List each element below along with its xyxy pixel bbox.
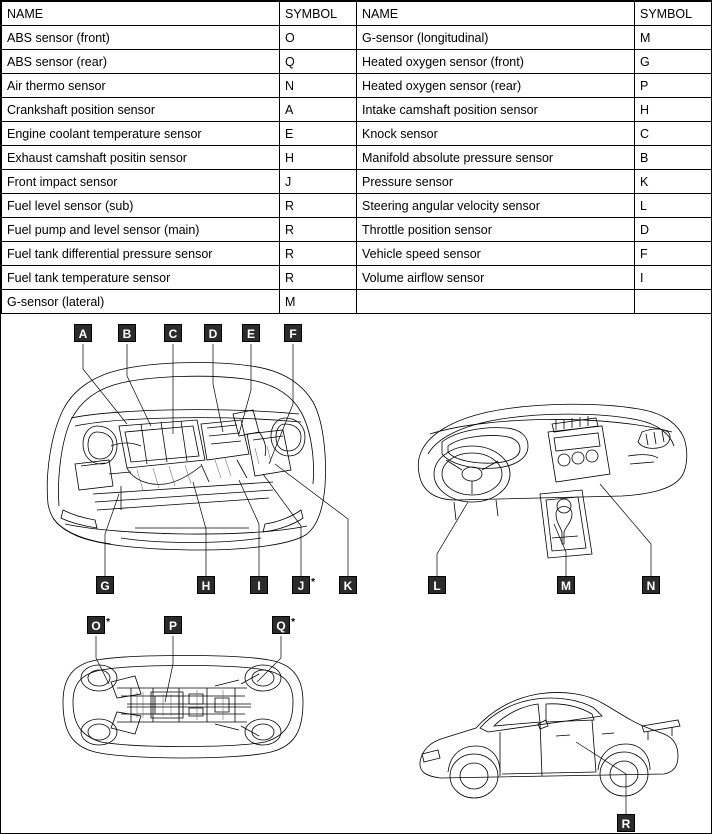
cell-symbol-right: H [635, 98, 712, 122]
table-row [2, 194, 712, 218]
cell-symbol-right: I [635, 266, 712, 290]
column-header-symbol-left: SYMBOL [280, 2, 357, 26]
table-row [2, 218, 712, 242]
cell-symbol-left: Q [280, 50, 357, 74]
table-row [2, 50, 712, 74]
cell-symbol-left: N [280, 74, 357, 98]
callout-tag-r: R [617, 814, 635, 832]
callout-tag-f: F [284, 324, 302, 342]
callout-tag-g: G [96, 576, 114, 594]
cell-name-right: Throttle position sensor [357, 218, 635, 242]
callout-tag-q: Q * [272, 616, 290, 634]
callout-tag-i: I [250, 576, 268, 594]
engine-compartment-diagram [1, 314, 361, 604]
cell-name-left: Engine coolant temperature sensor [2, 122, 280, 146]
cell-symbol-right: P [635, 74, 712, 98]
cell-name-right: G-sensor (longitudinal) [357, 26, 635, 50]
cell-symbol-right: K [635, 170, 712, 194]
cell-symbol-left: O [280, 26, 357, 50]
cell-name-left: Fuel pump and level sensor (main) [2, 218, 280, 242]
cell-name-left: Fuel level sensor (sub) [2, 194, 280, 218]
table-row [2, 74, 712, 98]
cell-name-right: Volume airflow sensor [357, 266, 635, 290]
table-row [2, 122, 712, 146]
cell-symbol-left: H [280, 146, 357, 170]
cell-name-left: Front impact sensor [2, 170, 280, 194]
callout-tag-n: N [642, 576, 660, 594]
cell-name-left: G-sensor (lateral) [2, 290, 280, 314]
cell-name-right: Vehicle speed sensor [357, 242, 635, 266]
column-header-symbol-right: SYMBOL [635, 2, 712, 26]
cell-symbol-right: F [635, 242, 712, 266]
cell-symbol-left: R [280, 242, 357, 266]
callout-tag-j: J * [292, 576, 310, 594]
cell-name-left: Crankshaft position sensor [2, 98, 280, 122]
column-header-name-right: NAME [357, 2, 635, 26]
instrument-panel-diagram [396, 354, 696, 604]
callout-tag-a: A [74, 324, 92, 342]
table-row [2, 146, 712, 170]
table-header-row [2, 2, 712, 26]
cell-name-right: Pressure sensor [357, 170, 635, 194]
cell-symbol-left: J [280, 170, 357, 194]
callout-tag-p: P [164, 616, 182, 634]
cell-name-right: Knock sensor [357, 122, 635, 146]
cell-symbol-right: L [635, 194, 712, 218]
callout-tag-h: H [197, 576, 215, 594]
cell-symbol-right: G [635, 50, 712, 74]
cell-name-left: ABS sensor (front) [2, 26, 280, 50]
vehicle-side-view-diagram [396, 654, 696, 834]
callout-tag-d: D [204, 324, 222, 342]
cell-symbol-right: C [635, 122, 712, 146]
asterisk-marker: * [311, 577, 315, 588]
cell-name-left: ABS sensor (rear) [2, 50, 280, 74]
cell-symbol-left: E [280, 122, 357, 146]
table-row [2, 290, 712, 314]
cell-symbol-right: B [635, 146, 712, 170]
cell-symbol-left: R [280, 218, 357, 242]
cell-symbol-right: M [635, 26, 712, 50]
cell-symbol-left: A [280, 98, 357, 122]
callout-tag-e: E [242, 324, 260, 342]
callout-tag-l: L [428, 576, 446, 594]
cell-name-right: Heated oxygen sensor (front) [357, 50, 635, 74]
table-row [2, 266, 712, 290]
cell-name-left: Fuel tank temperature sensor [2, 266, 280, 290]
asterisk-marker: * [106, 617, 110, 628]
cell-name-right: Steering angular velocity sensor [357, 194, 635, 218]
table-row [2, 170, 712, 194]
figure-area [1, 314, 711, 834]
underbody-diagram [1, 606, 361, 834]
cell-name-right [357, 290, 635, 314]
cell-name-right: Manifold absolute pressure sensor [357, 146, 635, 170]
callout-tag-b: B [118, 324, 136, 342]
callout-tag-m: M [557, 576, 575, 594]
cell-symbol-right: D [635, 218, 712, 242]
sensor-symbol-table [1, 1, 712, 314]
cell-symbol-right [635, 290, 712, 314]
cell-symbol-left: M [280, 290, 357, 314]
cell-name-left: Fuel tank differential pressure sensor [2, 242, 280, 266]
table-row [2, 242, 712, 266]
callout-tag-k: K [339, 576, 357, 594]
column-header-name-left: NAME [2, 2, 280, 26]
cell-symbol-left: R [280, 266, 357, 290]
cell-name-right: Intake camshaft position sensor [357, 98, 635, 122]
table-row [2, 26, 712, 50]
table-row [2, 98, 712, 122]
callout-tag-o: O * [87, 616, 105, 634]
cell-name-left: Exhaust camshaft positin sensor [2, 146, 280, 170]
cell-symbol-left: R [280, 194, 357, 218]
cell-name-left: Air thermo sensor [2, 74, 280, 98]
cell-name-right: Heated oxygen sensor (rear) [357, 74, 635, 98]
callout-tag-c: C [164, 324, 182, 342]
asterisk-marker: * [291, 617, 295, 628]
